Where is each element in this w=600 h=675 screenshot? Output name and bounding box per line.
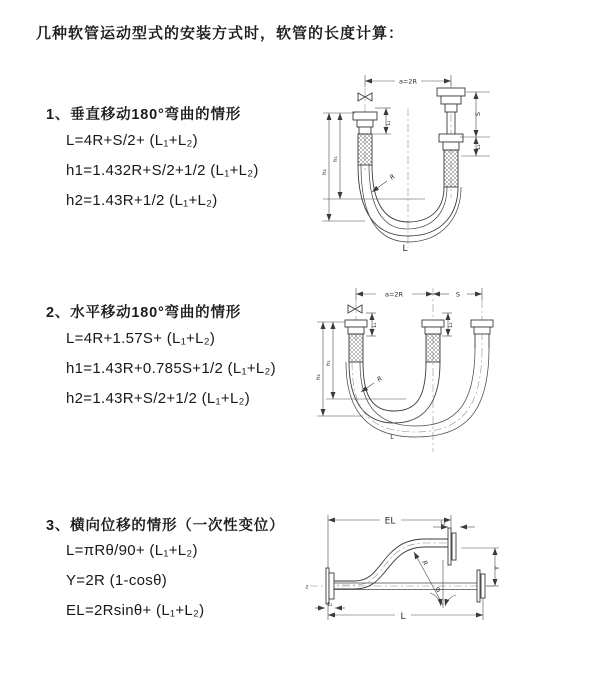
diagram-vertical-180-bend xyxy=(303,66,593,261)
flange xyxy=(348,327,364,334)
radius-label: R xyxy=(388,172,397,182)
dim-label-h2: h₂ xyxy=(322,169,328,175)
flange xyxy=(441,96,461,104)
flange xyxy=(345,320,367,327)
flange xyxy=(326,568,329,604)
dim-label-l: L xyxy=(390,433,394,441)
flange xyxy=(439,134,463,142)
section2-heading: 2、水平移动180°弯曲的情形 xyxy=(46,305,242,321)
valve-icon xyxy=(348,305,362,313)
dim-label-l2: L₂ xyxy=(448,322,454,328)
radius-label: R xyxy=(420,559,430,567)
section3-formula-L: L=πRθ/90+ (L₁+L₂) xyxy=(66,542,198,559)
section1-formula-L: L=4R+S/2+ (L₁+L₂) xyxy=(66,132,198,149)
flange xyxy=(329,573,334,599)
pipe-neck xyxy=(359,127,371,134)
flange xyxy=(477,570,480,602)
dim-label-y: Y xyxy=(493,566,501,570)
page-title: 几种软管运动型式的安装方式时，软管的长度计算： xyxy=(36,25,405,42)
section3-heading: 3、横向位移的情形（一次性变位） xyxy=(46,518,285,534)
dim-label-el: EL xyxy=(384,516,396,527)
pipe-neck xyxy=(445,104,457,112)
braided-hose-section xyxy=(426,334,440,362)
section3-formula-EL: EL=2Rsinθ+ (L₁+L₂) xyxy=(66,602,205,619)
radius-label: R xyxy=(375,374,384,384)
angle-arc xyxy=(430,593,441,606)
angle-arc xyxy=(445,595,456,606)
radius-leader-line xyxy=(372,181,387,192)
flange xyxy=(471,320,493,327)
dim-label-s: S xyxy=(474,111,482,117)
dim-label-a2r: a=2R xyxy=(398,77,418,86)
braided-hose-section xyxy=(444,150,458,187)
section2-formula-h1: h1=1.43R+0.785S+1/2 (L₁+L₂) xyxy=(66,360,276,377)
dim-label-s: S xyxy=(455,290,461,299)
dim-label-h1: h₁ xyxy=(326,360,332,366)
diagram-horizontal-180-bend xyxy=(308,280,595,460)
dim-label-a2r: a=2R xyxy=(384,290,404,299)
hose-displaced-centerline xyxy=(352,348,482,432)
section1-heading: 1、垂直移动180°弯曲的情形 xyxy=(46,107,242,123)
dim-label-l: L xyxy=(402,244,408,254)
flange xyxy=(443,142,459,150)
dim-label-l1: L₁ xyxy=(327,602,333,608)
dim-label-l1: L₁ xyxy=(372,322,378,328)
flange xyxy=(353,112,377,120)
dim-label-h2: h₂ xyxy=(316,374,322,380)
flange xyxy=(425,327,441,334)
flange xyxy=(452,533,456,560)
flange xyxy=(474,327,490,334)
flange xyxy=(448,528,451,565)
hose-top-wall xyxy=(334,539,448,581)
section2-formula-h2: h2=1.43R+S/2+1/2 (L₁+L₂) xyxy=(66,390,251,407)
section2-formula-L: L=4R+1.57S+ (L₁+L₂) xyxy=(66,330,216,347)
diagram-lateral-displacement xyxy=(298,502,598,652)
dim-label-l: L xyxy=(400,612,406,622)
dim-label-l2: L₂ xyxy=(440,520,446,527)
dim-label-l1: L₁ xyxy=(386,120,392,126)
hose-centerline xyxy=(326,543,448,585)
hose-inner-wall xyxy=(363,362,426,411)
section1-formula-h1: h1=1.432R+S/2+1/2 (L₁+L₂) xyxy=(66,162,259,179)
flange xyxy=(357,120,373,127)
hose-displaced-inner xyxy=(360,348,475,426)
braided-hose-section xyxy=(358,134,372,165)
flange xyxy=(481,574,485,598)
dim-label-l2: L₂ xyxy=(476,144,482,150)
section3-formula-Y: Y=2R (1-cosθ) xyxy=(66,572,168,589)
braided-hose-section xyxy=(349,334,363,362)
hose-outer-wall xyxy=(349,362,440,423)
centerline-mark: z xyxy=(305,584,309,591)
angle-label-theta: θ xyxy=(436,586,440,594)
flange xyxy=(422,320,444,327)
flange xyxy=(437,88,465,96)
section1-formula-h2: h2=1.43R+1/2 (L₁+L₂) xyxy=(66,192,218,209)
dim-label-h1: h₁ xyxy=(333,156,339,162)
